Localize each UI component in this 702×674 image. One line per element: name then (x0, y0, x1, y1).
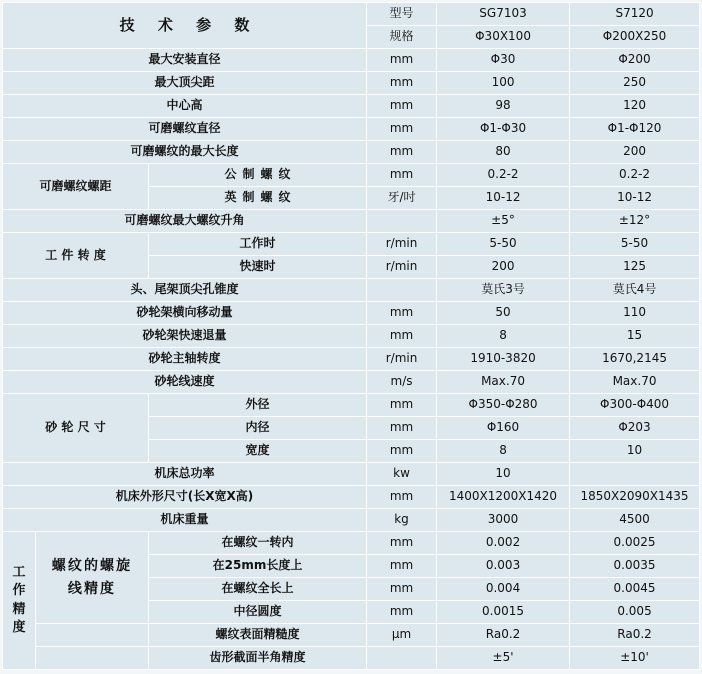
row-unit: mm (367, 532, 437, 555)
table-row (3, 394, 700, 417)
model-label: 型号 (367, 3, 437, 26)
row-value-2: Φ200 (570, 49, 700, 72)
row-value-2: ±10' (570, 647, 700, 670)
row-value-2: Ra0.2 (570, 624, 700, 647)
row-value-1: Φ350-Φ280 (437, 394, 570, 417)
row-label: 最大安装直径 (3, 49, 367, 72)
row-value-2: 10-12 (570, 187, 700, 210)
table-row (3, 647, 700, 670)
spec-table (2, 2, 700, 670)
row-value-1: 10-12 (437, 187, 570, 210)
table-row (3, 164, 700, 187)
row-label: 英制螺纹 (149, 187, 367, 210)
row-value-2: Φ203 (570, 417, 700, 440)
row-label: 外径 (149, 394, 367, 417)
row-value-1: 8 (437, 440, 570, 463)
table-row (3, 72, 700, 95)
row-label: 可磨螺纹直径 (3, 118, 367, 141)
row-label: 宽度 (149, 440, 367, 463)
row-label: 砂轮主轴转度 (3, 348, 367, 371)
row-value-2: 4500 (570, 509, 700, 532)
group-label-work-precision: 工作精度 (3, 532, 36, 670)
row-label: 可磨螺纹最大螺纹升角 (3, 210, 367, 233)
row-label: 最大顶尖距 (3, 72, 367, 95)
empty-cell (36, 624, 149, 647)
row-label: 机床总功率 (3, 463, 367, 486)
row-value-1: 3000 (437, 509, 570, 532)
row-label: 可磨螺纹的最大长度 (3, 141, 367, 164)
table-row (3, 210, 700, 233)
row-value-1: 1400X1200X1420 (437, 486, 570, 509)
row-label: 砂轮线速度 (3, 371, 367, 394)
row-value-1: 0.2-2 (437, 164, 570, 187)
row-unit: mm (367, 555, 437, 578)
row-value-1: 0.0015 (437, 601, 570, 624)
table-row (3, 371, 700, 394)
row-value-2: 0.0035 (570, 555, 700, 578)
group-label-helix-precision: 螺纹的螺旋线精度 (36, 532, 149, 624)
table-row (3, 279, 700, 302)
row-unit: mm (367, 164, 437, 187)
row-unit: mm (367, 118, 437, 141)
row-value-1: 200 (437, 256, 570, 279)
row-value-2: 15 (570, 325, 700, 348)
row-label: 砂轮架横向移动量 (3, 302, 367, 325)
row-unit (367, 279, 437, 302)
row-value-1: 80 (437, 141, 570, 164)
row-unit: μm (367, 624, 437, 647)
row-unit: r/min (367, 233, 437, 256)
row-value-2: 10 (570, 440, 700, 463)
row-value-1: Max.70 (437, 371, 570, 394)
row-value-2: 5-50 (570, 233, 700, 256)
row-value-1: Φ30 (437, 49, 570, 72)
row-label: 工作时 (149, 233, 367, 256)
row-label: 头、尾架顶尖孔锥度 (3, 279, 367, 302)
row-unit: mm (367, 302, 437, 325)
table-row (3, 233, 700, 256)
group-label-pitch: 可磨螺纹螺距 (3, 164, 149, 210)
row-value-1: 5-50 (437, 233, 570, 256)
row-value-2: Φ300-Φ400 (570, 394, 700, 417)
row-value-2: Φ1-Φ120 (570, 118, 700, 141)
row-unit: kw (367, 463, 437, 486)
machine-1-spec: Φ30X100 (437, 26, 570, 49)
row-unit (367, 647, 437, 670)
machine-2-model: S7120 (570, 3, 700, 26)
table-row (3, 509, 700, 532)
row-value-2: 0.0045 (570, 578, 700, 601)
group-label-wheel-size: 砂 轮 尺 寸 (3, 394, 149, 463)
row-value-1: 1910-3820 (437, 348, 570, 371)
row-label: 齿形截面半角精度 (149, 647, 367, 670)
table-row (3, 624, 700, 647)
row-unit: mm (367, 72, 437, 95)
table-row (3, 532, 700, 555)
row-unit: mm (367, 95, 437, 118)
row-value-2: 0.2-2 (570, 164, 700, 187)
row-unit (367, 210, 437, 233)
row-value-1: 10 (437, 463, 570, 486)
row-label: 在25mm长度上 (149, 555, 367, 578)
table-row (3, 141, 700, 164)
row-value-1: 0.003 (437, 555, 570, 578)
machine-2-spec: Φ200X250 (570, 26, 700, 49)
row-unit: mm (367, 49, 437, 72)
row-value-2: ±12° (570, 210, 700, 233)
table-row (3, 118, 700, 141)
row-unit: r/min (367, 348, 437, 371)
row-value-2 (570, 463, 700, 486)
row-label: 在螺纹一转内 (149, 532, 367, 555)
row-label: 机床外形尺寸(长X宽X高) (3, 486, 367, 509)
table-row (3, 49, 700, 72)
group-label-workpiece-speed: 工 件 转 度 (3, 233, 149, 279)
row-unit: mm (367, 141, 437, 164)
table-row (3, 463, 700, 486)
row-value-2: Max.70 (570, 371, 700, 394)
row-value-2: 250 (570, 72, 700, 95)
table-title: 技 术 参 数 (3, 3, 367, 49)
table-row (3, 325, 700, 348)
row-label: 砂轮架快速退量 (3, 325, 367, 348)
row-value-1: Ra0.2 (437, 624, 570, 647)
row-value-1: ±5' (437, 647, 570, 670)
row-value-2: 1850X2090X1435 (570, 486, 700, 509)
row-value-1: ±5° (437, 210, 570, 233)
empty-cell (36, 647, 149, 670)
spec-label: 规格 (367, 26, 437, 49)
row-value-1: 莫氏3号 (437, 279, 570, 302)
table-row (3, 95, 700, 118)
row-unit: 牙/吋 (367, 187, 437, 210)
row-value-2: 莫氏4号 (570, 279, 700, 302)
row-label: 螺纹表面精糙度 (149, 624, 367, 647)
row-unit: mm (367, 486, 437, 509)
row-unit: mm (367, 394, 437, 417)
row-unit: mm (367, 440, 437, 463)
table-row (3, 302, 700, 325)
row-value-1: 8 (437, 325, 570, 348)
row-label: 内径 (149, 417, 367, 440)
row-value-2: 1670,2145 (570, 348, 700, 371)
table-row (3, 348, 700, 371)
row-value-1: 0.004 (437, 578, 570, 601)
row-label: 中心高 (3, 95, 367, 118)
row-unit: mm (367, 601, 437, 624)
table-row (3, 486, 700, 509)
row-unit: r/min (367, 256, 437, 279)
row-unit: m/s (367, 371, 437, 394)
row-label: 机床重量 (3, 509, 367, 532)
row-value-1: Φ160 (437, 417, 570, 440)
row-value-1: Φ1-Φ30 (437, 118, 570, 141)
row-label: 公制螺纹 (149, 164, 367, 187)
row-value-1: 0.002 (437, 532, 570, 555)
row-value-2: 110 (570, 302, 700, 325)
row-value-2: 0.005 (570, 601, 700, 624)
row-unit: mm (367, 325, 437, 348)
row-value-1: 100 (437, 72, 570, 95)
row-value-2: 120 (570, 95, 700, 118)
row-label: 快速时 (149, 256, 367, 279)
row-value-2: 125 (570, 256, 700, 279)
row-label: 中径圆度 (149, 601, 367, 624)
row-label: 在螺纹全长上 (149, 578, 367, 601)
row-unit: kg (367, 509, 437, 532)
machine-1-model: SG7103 (437, 3, 570, 26)
row-unit: mm (367, 578, 437, 601)
row-value-2: 200 (570, 141, 700, 164)
row-value-1: 50 (437, 302, 570, 325)
row-unit: mm (367, 417, 437, 440)
row-value-1: 98 (437, 95, 570, 118)
row-value-2: 0.0025 (570, 532, 700, 555)
